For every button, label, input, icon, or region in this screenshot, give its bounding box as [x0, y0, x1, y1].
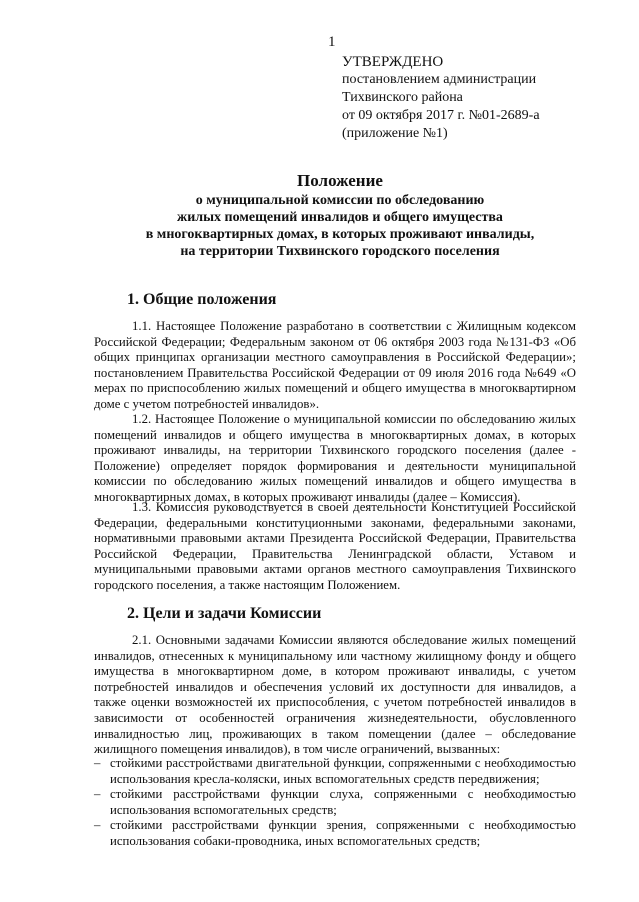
approval-line: от 09 октября 2017 г. №01-2689-а	[342, 108, 540, 123]
list-dash: –	[94, 818, 101, 833]
title-line: жилых помещений инвалидов и общего имущества	[177, 210, 503, 225]
title-line: в многоквартирных домах, в которых проживают инвалиды,	[145, 227, 535, 242]
paragraph: 2.1. Основными задачами Комиссии являются обследование жилых помещений инвалидов, отнесенных к муниципальному или частному жилищному фонду и общего имущества в многоквартирном доме, в котором проживают инвалиды, с учетом потребностей инвалидов и обеспечения условий их доступности для инвалидов, а также оценки возможностей их приспособления, с учетом потребностей инвалидов в зависимости от особенностей ограничения жизнедеятельности, обусловленного инвалидностью лиц, проживающих в таком помещении (далее – обследование жилищного помещения инвалидов), в том числе ограничений, вызванных:	[94, 633, 576, 757]
list-item-text: стойкими расстройствами функции слуха, сопряженными с необходимостью использования вспомогательных средств;	[110, 787, 576, 817]
list-item-text: стойкими расстройствами двигательной функции, сопряженными с необходимостью использования кресла-коляски, иных вспомогательных средств передвижения;	[110, 756, 576, 786]
list-item	[94, 756, 576, 787]
list-dash: –	[94, 787, 101, 802]
list-item	[94, 787, 576, 818]
list-item-text: стойкими расстройствами функции зрения, сопряженными с необходимостью использования собаки-проводника, иных вспомогательных средств;	[110, 818, 576, 848]
section-heading: 2. Цели и задачи Комиссии	[127, 605, 322, 622]
approval-line: постановлением администрации	[342, 72, 537, 87]
approval-block	[342, 53, 540, 143]
document-title	[60, 170, 620, 260]
paragraph: 1.1. Настоящее Положение разработано в соответствии с Жилищным кодексом Российской Федерации; Федеральным законом от 06 октября 2003 года №131-ФЗ «Об общих принципах организации местного самоуправления в Российской Федерации»; постановлением Правительства Российской Федерации от 09 июля 2016 года №649 «О мерах по приспособлению жилых помещений и общего имущества в многоквартирном доме с учетом потребностей инвалидов».	[94, 319, 576, 411]
paragraph: 1.3. Комиссия руководствуется в своей деятельности Конституцией Российской Федерации, федеральными конституционными законами, федеральными законами, нормативными правовыми актами Президента Российской Федерации, Правительства Российской Федерации, Правительства Ленинградской области, Уставом и муниципальными правовыми актами органов местного самоуправления Тихвинского городского поселения, а также настоящим Положением.	[94, 500, 576, 592]
title-line: о муниципальной комиссии по обследованию	[195, 193, 485, 208]
approval-line: Тихвинского района	[342, 90, 463, 105]
section-heading: 1. Общие положения	[127, 291, 277, 308]
page-number: 1	[328, 34, 336, 50]
approval-stamp: УТВЕРЖДЕНО	[342, 54, 444, 70]
list-dash: –	[94, 756, 101, 770]
title-main: Положение	[297, 171, 383, 190]
paragraph: 1.2. Настоящее Положение о муниципальной комиссии по обследованию жилых помещений инвалидов и общего имущества в многоквартирных домах, в которых проживают инвалиды, на территории Тихвинского городского поселения (далее - Положение) определяет порядок формирования и деятельности муниципальной комиссии по обследованию жилых помещений инвалидов и общего имущества в многоквартирных домах, в которых проживают инвалиды (далее – Комиссия).	[94, 412, 576, 504]
limitation-list	[94, 756, 576, 850]
list-item	[94, 818, 576, 849]
approval-line: (приложение №1)	[342, 126, 448, 141]
title-line: на территории Тихвинского городского поселения	[180, 244, 500, 259]
